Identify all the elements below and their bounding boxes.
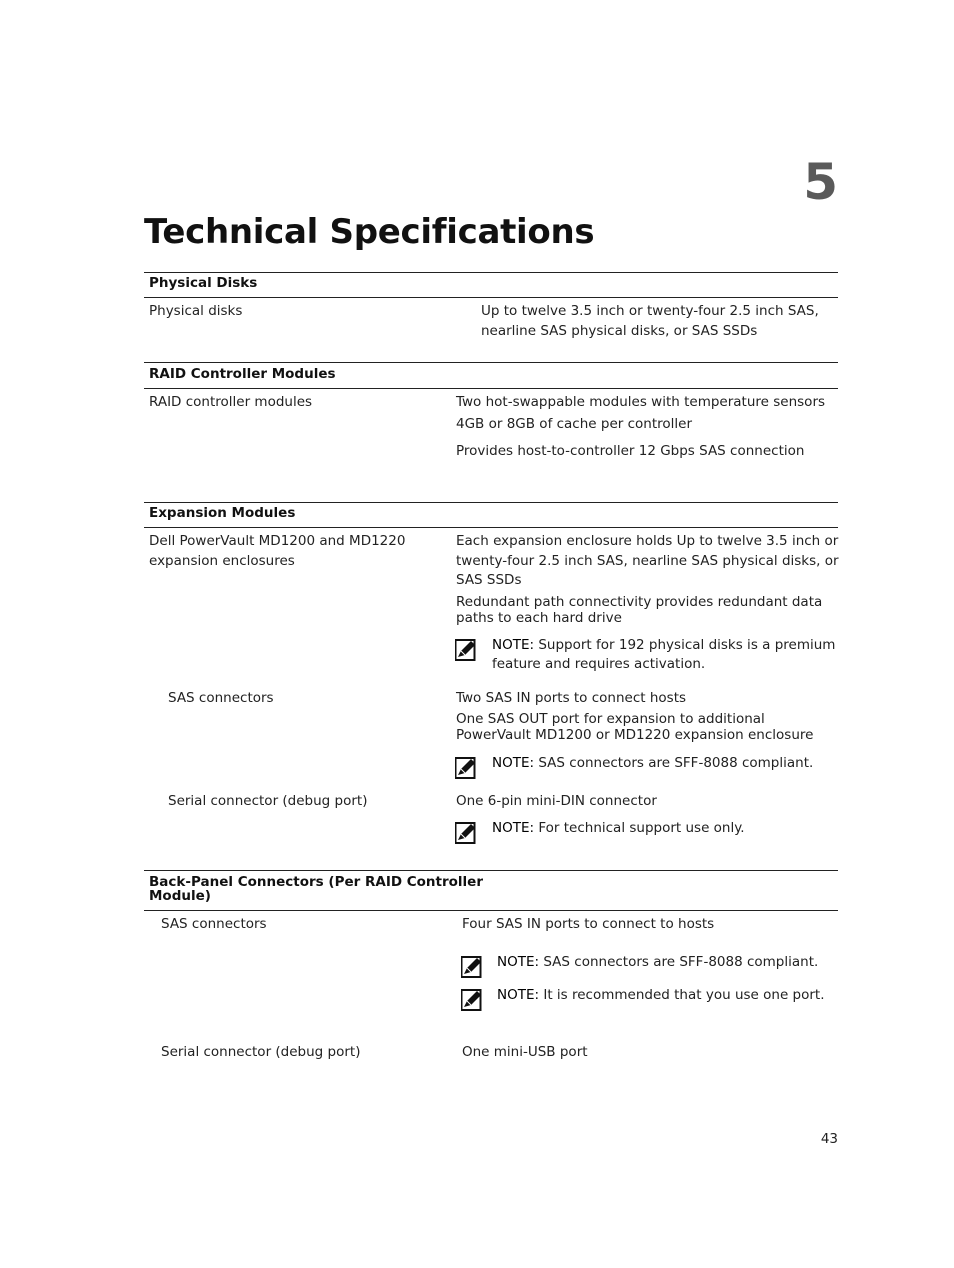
- section-top-rule: [144, 502, 838, 503]
- note-text: NOTE: Support for 192 physical disks is a premium: [492, 637, 836, 653]
- note-text: NOTE: It is recommended that you use one port.: [497, 987, 825, 1003]
- spec-label-serial-connector: Serial connector (debug port): [168, 793, 368, 809]
- spec-value-line: Redundant path connectivity provides redundant data: [456, 594, 823, 610]
- note-label: NOTE:: [497, 987, 540, 1003]
- section-header-raid: RAID Controller Modules: [149, 366, 336, 382]
- section-header-rule: [144, 388, 838, 389]
- spec-label-raid-controller-modules: RAID controller modules: [149, 394, 313, 410]
- spec-label-sas-connectors: SAS connectors: [168, 690, 274, 706]
- spec-value-line: SAS SSDs: [456, 572, 522, 588]
- spec-label-physical-disks: Physical disks: [149, 303, 243, 319]
- note-text: NOTE: SAS connectors are SFF-8088 compliant.: [497, 954, 819, 970]
- note-pencil-icon: [461, 956, 483, 978]
- chapter-number: 5: [803, 153, 838, 211]
- section-header-rule: [144, 527, 838, 528]
- spec-value-line: One mini-USB port: [462, 1044, 588, 1060]
- note-pencil-icon: [461, 989, 483, 1011]
- spec-value-line: Two SAS IN ports to connect hosts: [456, 690, 687, 706]
- note-label: NOTE:: [492, 755, 535, 771]
- spec-value-line: paths to each hard drive: [456, 610, 622, 626]
- spec-value-line: Provides host-to-controller 12 Gbps SAS connection: [456, 443, 805, 459]
- section-header-rule: [144, 297, 838, 298]
- note-text: feature and requires activation.: [492, 656, 706, 672]
- section-top-rule: [144, 272, 838, 273]
- section-header-expansion: Expansion Modules: [149, 505, 296, 521]
- page-number: 43: [820, 1131, 838, 1147]
- spec-value-line: PowerVault MD1200 or MD1220 expansion enclosure: [456, 727, 814, 743]
- page-title: Technical Specifications: [144, 212, 595, 252]
- note-text: NOTE: For technical support use only.: [492, 820, 745, 836]
- section-top-rule: [144, 362, 838, 363]
- note-label: NOTE:: [497, 954, 540, 970]
- section-header-back-panel-cont: Module): [149, 888, 211, 904]
- note-pencil-icon: [455, 757, 477, 779]
- section-header-physical-disks: Physical Disks: [149, 275, 258, 291]
- spec-value-line: twenty-four 2.5 inch SAS, nearline SAS physical disks, or: [456, 553, 839, 569]
- spec-label-sas-connectors: SAS connectors: [161, 916, 267, 932]
- section-header-back-panel: Back-Panel Connectors (Per RAID Controller: [149, 874, 483, 890]
- note-label: NOTE:: [492, 820, 535, 836]
- note-pencil-icon: [455, 822, 477, 844]
- spec-value-line: One SAS OUT port for expansion to additional: [456, 711, 765, 727]
- note-text: NOTE: SAS connectors are SFF-8088 compliant.: [492, 755, 814, 771]
- section-top-rule: [144, 870, 838, 871]
- spec-value-line: 4GB or 8GB of cache per controller: [456, 416, 692, 432]
- section-header-rule: [144, 910, 838, 911]
- spec-value-line: One 6-pin mini-DIN connector: [456, 793, 657, 809]
- spec-label-line: Dell PowerVault MD1200 and MD1220: [149, 533, 406, 549]
- spec-label-line: expansion enclosures: [149, 553, 295, 569]
- note-pencil-icon: [455, 639, 477, 661]
- note-label: NOTE:: [492, 637, 535, 653]
- spec-value-line: Each expansion enclosure holds Up to twelve 3.5 inch or: [456, 533, 839, 549]
- spec-value-line: Up to twelve 3.5 inch or twenty-four 2.5 inch SAS,: [481, 303, 819, 319]
- spec-value-line: Four SAS IN ports to connect to hosts: [462, 916, 715, 932]
- spec-label-serial-connector: Serial connector (debug port): [161, 1044, 361, 1060]
- spec-value-line: Two hot-swappable modules with temperature sensors: [456, 394, 826, 410]
- spec-value-line: nearline SAS physical disks, or SAS SSDs: [481, 323, 758, 339]
